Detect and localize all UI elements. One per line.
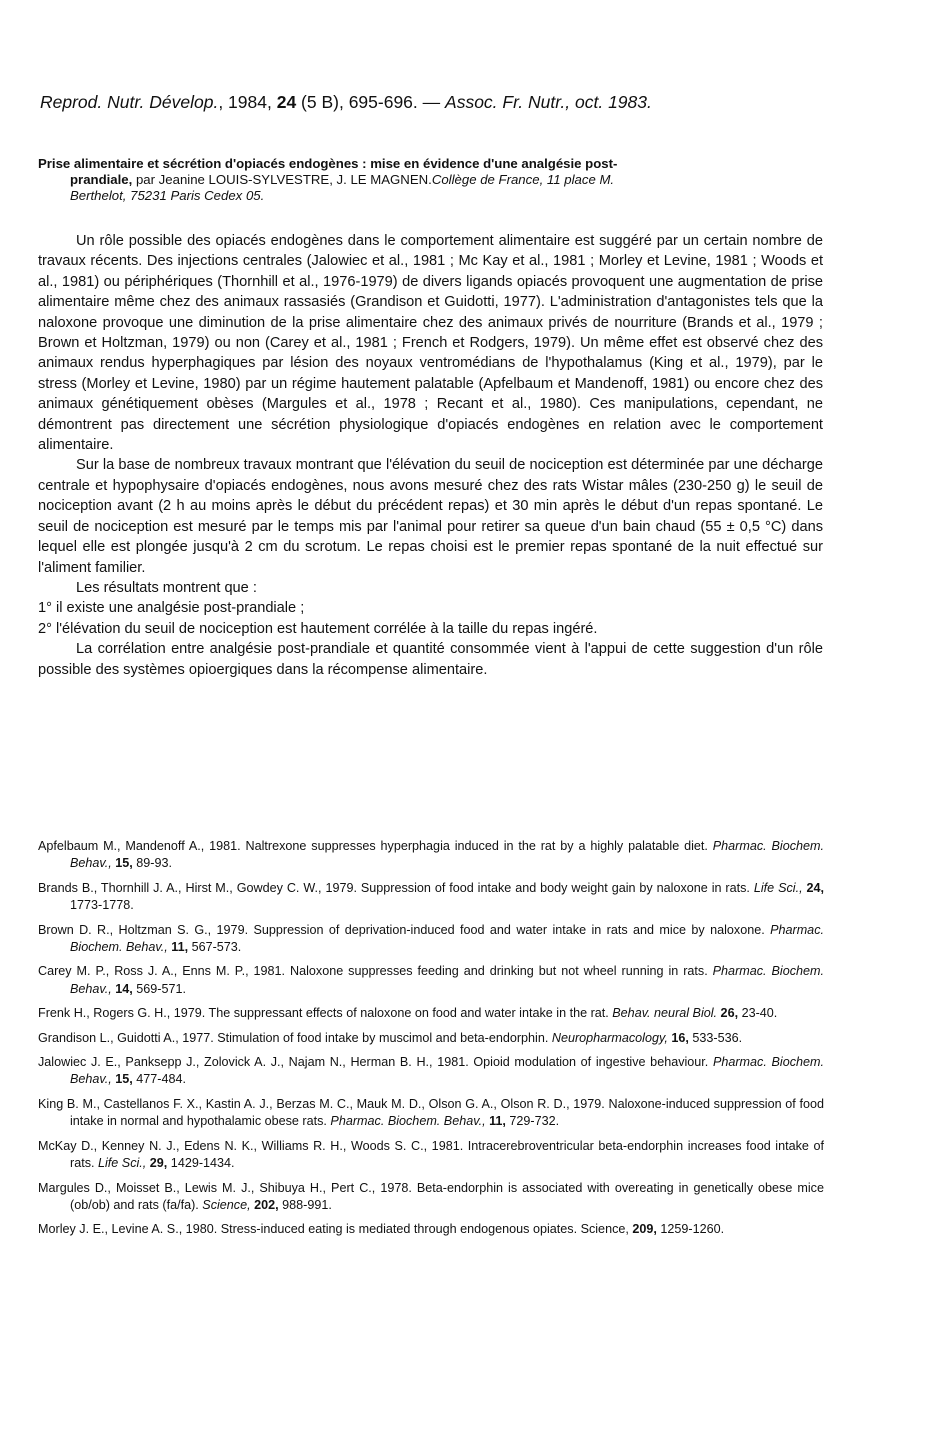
- reference-volume: 209,: [628, 1222, 657, 1237]
- reference-title: Suppression of food intake and body weight gain by naloxone in rats.: [356, 880, 754, 895]
- result-item-2: 2° l'élévation du seuil de nociception est hautement corrélée à la taille du repas ingéré.: [38, 620, 598, 637]
- reference-authors: Apfelbaum M., Mandenoff A., 1981.: [38, 839, 241, 853]
- reference-pages: 569-571.: [132, 981, 187, 996]
- reference-title: Stimulation of food intake by muscimol and beta-endorphin.: [213, 1030, 552, 1045]
- reference-pages: 1773-1778.: [70, 898, 134, 913]
- reference-item: [38, 838, 824, 873]
- reference-volume: 26,: [717, 1006, 739, 1021]
- references-list: [38, 838, 824, 1246]
- reference-item: [38, 1005, 824, 1022]
- reference-item: [38, 963, 824, 998]
- reference-item: [38, 1096, 824, 1131]
- reference-volume: 24,: [802, 880, 825, 895]
- header-dash: —: [417, 92, 446, 112]
- reference-pages: 89-93.: [132, 856, 173, 871]
- title-authors-line: [38, 172, 823, 188]
- paragraph-4: La corrélation entre analgésie post-prandiale et quantité consommée vient à l'appui de cette suggestion d'un rôle possible des systèmes opioergiques dans la récompense alimentaire.: [38, 641, 823, 678]
- reference-authors: McKay D., Kenney N. J., Edens N. K., Williams R. H., Woods S. C., 1981.: [38, 1138, 464, 1153]
- reference-journal: Pharmac. Biochem. Behav.,: [330, 1114, 486, 1129]
- reference-journal: Neuropharmacology,: [551, 1030, 668, 1045]
- reference-volume: 16,: [667, 1030, 689, 1045]
- reference-item: [38, 1054, 824, 1089]
- reference-journal: Life Sci.,: [753, 880, 803, 895]
- reference-authors: Brown D. R., Holtzman S. G., 1979.: [38, 922, 249, 937]
- reference-pages: 567-573.: [188, 940, 242, 955]
- reference-pages: 533-536.: [688, 1030, 743, 1045]
- reference-journal: Life Sci.,: [98, 1156, 147, 1171]
- reference-item: [38, 1138, 824, 1173]
- reference-journal: Pharmac. Biochem. Behav.,: [70, 839, 825, 871]
- reference-title: The suppressant effects of naloxone on food and water intake in the rat.: [205, 1006, 613, 1021]
- paragraph-3: Les résultats montrent que :: [76, 579, 257, 596]
- reference-title: Opioid modulation of ingestive behaviour.: [468, 1055, 713, 1070]
- reference-journal: Science,: [202, 1197, 251, 1212]
- reference-item: [38, 1030, 824, 1047]
- reference-item: [38, 1221, 824, 1238]
- article-body: [38, 231, 823, 680]
- article-title-block: [38, 156, 823, 204]
- journal-issue-pages: (5 B), 695-696.: [296, 92, 418, 112]
- running-header: [40, 92, 860, 113]
- paragraph-2: Sur la base de nombreux travaux montrant que l'élévation du seuil de nociception est déterminée par une décharge centrale et hypophysaire d'opiacés endogènes, nous avons mesuré chez des rats Wistar mâles (230-250 g) le seuil de nociception avant (2 h au moins après le début du précédent repas) et 30 min après le début d'un repas spontané. Le seuil de nociception est mesuré par le temps mis par l'animal pour retirer sa queue d'un bain chaud (55 ± 0,5 °C) dans lequel elle est plongée jusqu'à 2 cm du scrotum. Le repas choisi est le premier repas spontané de la nuit effectué sur l'aliment familier.: [38, 457, 823, 576]
- reference-volume: 29,: [146, 1156, 168, 1171]
- reference-authors: Jalowiec J. E., Panksepp J., Zolovick A. J., Najam N., Herman B. H., 1981.: [38, 1055, 469, 1070]
- reference-pages: 477-484.: [132, 1072, 187, 1087]
- result-item-1: 1° il existe une analgésie post-prandiale ;: [38, 600, 305, 617]
- reference-item: [38, 880, 824, 915]
- reference-journal: Pharmac. Biochem. Behav.,: [70, 964, 824, 996]
- association-info: Assoc. Fr. Nutr., oct. 1983.: [445, 92, 652, 112]
- reference-volume: 14,: [111, 981, 133, 996]
- reference-volume: 11,: [485, 1114, 506, 1129]
- reference-title: Naltrexone suppresses hyperphagia induced in the rat by a highly palatable diet.: [240, 839, 713, 853]
- reference-authors: Grandison L., Guidotti A., 1977.: [38, 1030, 214, 1045]
- reference-journal: Pharmac. Biochem. Behav.,: [70, 922, 824, 955]
- article-authors: par Jeanine LOUIS-SYLVESTRE, J. LE MAGNEN.: [132, 172, 432, 187]
- reference-authors: Carey M. P., Ross J. A., Enns M. P., 1981.: [38, 964, 286, 979]
- reference-pages: 1259-1260.: [656, 1222, 725, 1237]
- reference-title: Naloxone suppresses feeding and drinking but not wheel running in rats.: [285, 964, 713, 979]
- reference-title: Beta-endorphin is associated with overeating in genetically obese mice (ob/ob) and rats (fa/fa).: [70, 1180, 824, 1212]
- reference-title: Intracerebroventricular beta-endorphin increases food intake of rats.: [70, 1138, 824, 1171]
- reference-authors: King B. M., Castellanos F. X., Kastin A. J., Berzas M. C., Mauk M. D., Olson G. A., Olson R. D., 1979.: [38, 1096, 605, 1111]
- journal-year: , 1984,: [218, 92, 277, 112]
- reference-volume: 11,: [167, 940, 189, 955]
- reference-volume: 15,: [111, 856, 133, 871]
- reference-item: [38, 922, 824, 957]
- reference-title: Stress-induced eating is mediated through endogenous opiates. Science,: [217, 1222, 629, 1237]
- reference-authors: Frenk H., Rogers G. H., 1979.: [38, 1006, 206, 1021]
- reference-authors: Morley J. E., Levine A. S., 1980.: [38, 1222, 218, 1237]
- reference-title: Suppression of deprivation-induced food and water intake in rats and mice by naloxone.: [248, 922, 771, 937]
- reference-journal: Pharmac. Biochem. Behav.,: [70, 1055, 824, 1087]
- affiliation-line1: Collège de France, 11 place M.: [431, 172, 615, 187]
- article-title-line2: prandiale,: [70, 172, 133, 187]
- reference-volume: 15,: [111, 1072, 133, 1087]
- reference-item: [38, 1180, 824, 1215]
- reference-journal: Behav. neural Biol.: [612, 1006, 718, 1021]
- reference-pages: 729-732.: [505, 1114, 560, 1129]
- reference-pages: 23-40.: [738, 1006, 778, 1021]
- reference-authors: Brands B., Thornhill J. A., Hirst M., Gowdey C. W., 1979.: [38, 880, 357, 895]
- reference-pages: 1429-1434.: [167, 1156, 235, 1171]
- journal-volume: 24: [276, 92, 297, 112]
- journal-name: Reprod. Nutr. Dévelop.: [40, 92, 219, 112]
- article-title-line1: Prise alimentaire et sécrétion d'opiacés endogènes : mise en évidence d'une analgésie post-: [38, 156, 618, 171]
- reference-authors: Margules D., Moisset B., Lewis M. J., Shibuya H., Pert C., 1978.: [38, 1180, 412, 1195]
- reference-volume: 202,: [250, 1197, 279, 1212]
- reference-pages: 988-991.: [278, 1197, 332, 1212]
- paragraph-1: Un rôle possible des opiacés endogènes dans le comportement alimentaire est suggéré par un certain nombre de travaux récents. Des injections centrales (Jalowiec et al., 1981 ; Mc Kay et al., 1981 ; Morley et Levine, 1981 ; Woods et al., 1981) ou périphériques (Thornhill et al., 1976-1979) de divers ligands opiacés provoquent une augmentation de prise alimentaire même chez des animaux rassasiés (Grandison et Guidotti, 1977). L'administration d'antagonistes tels que la naloxone provoque une diminution de la prise alimentaire chez des animaux privés de nourriture (Brands et al., 1979 ; Brown et Holtzman, 1979) ou non (Carey et al., 1981 ; French et Rodgers, 1979). Un même effet est observé chez des animaux rendus hyperphagiques par lésion des noyaux ventromédians de l'hypothalamus (King et al., 1979), par le stress (Morley et Levine, 1980) par un régime hautement palatable (Apfelbaum et Mandenoff, 1981) ou encore chez des animaux génétiquement obèses (Margules et al., 1978 ; Recant et al., 1980). Ces manipulations, cependant, ne démontrent pas directement une sécrétion physiologique d'opiacés endogènes en relation avec le comportement alimentaire.: [38, 233, 823, 454]
- reference-title: Naloxone-induced suppression of food intake in normal and hypothalamic obese rats.: [70, 1096, 824, 1129]
- affiliation-line2: Berthelot, 75231 Paris Cedex 05.: [70, 188, 265, 203]
